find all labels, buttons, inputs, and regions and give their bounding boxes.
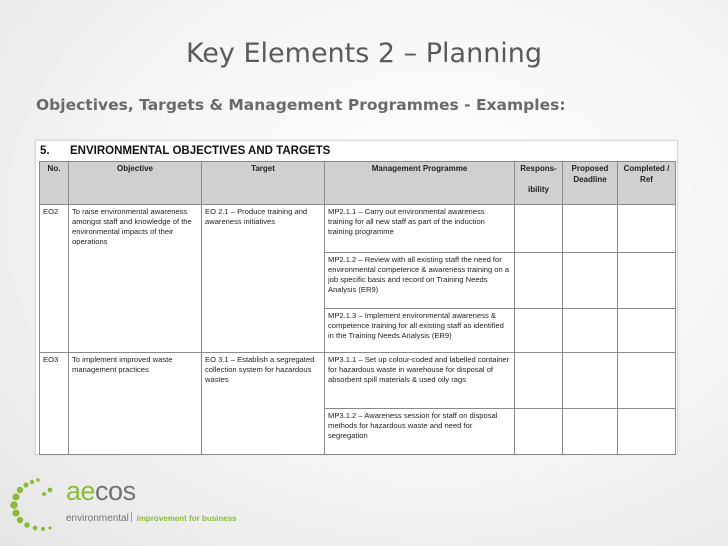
cell-completed: [618, 205, 676, 253]
cell-completed: [618, 309, 676, 353]
logo-divider: [131, 512, 132, 522]
cell-deadline: [563, 205, 618, 253]
cell-deadline: [563, 409, 618, 455]
logo-wordmark: [66, 476, 136, 507]
logo-wordmark-accent: ae: [66, 476, 96, 506]
logo-wordmark-rest: cos: [95, 476, 136, 506]
slide-title: Key Elements 2 – Planning: [185, 38, 543, 69]
cell-programme: MP3.1.2 – Awareness session for staff on disposal methods for hazardous waste and need for segregation: [325, 409, 515, 455]
section-heading: [40, 145, 330, 157]
cell-target: EO 2.1 – Produce training and awareness initiatives: [202, 205, 325, 353]
cell-deadline: [563, 309, 618, 353]
cell-objective: To raise environmental awareness amongst staff and knowledge of the environmental impacts of their operations: [69, 205, 202, 353]
cell-programme: MP3.1.1 – Set up colour-coded and labelled container for hazardous waste in warehouse for disposal of absorbent spill materials & used oily rags: [325, 353, 515, 409]
header-completed: Completed / Ref: [618, 162, 676, 205]
cell-deadline: [563, 253, 618, 309]
cell-programme: MP2.1.3 – Implement environmental awareness & competence training for all existing staff as identified in the Training Needs Analysis (ER9): [325, 309, 515, 353]
section-title: ENVIRONMENTAL OBJECTIVES AND TARGETS: [70, 145, 331, 157]
objectives-table: [39, 161, 676, 455]
slide-subtitle: Objectives, Targets & Management Programmes - Examples:: [36, 96, 566, 114]
cell-responsibility: [515, 353, 563, 409]
cell-objective: To implement improved waste management practices: [69, 353, 202, 455]
logo-dot-arc-icon: [10, 472, 70, 534]
header-target: Target: [202, 162, 325, 205]
document-scan: [35, 140, 678, 455]
cell-completed: [618, 253, 676, 309]
cell-responsibility: [515, 309, 563, 353]
header-objective: Objective: [69, 162, 202, 205]
table-row: [40, 205, 676, 253]
cell-responsibility: [515, 253, 563, 309]
cell-target: EO 3.1 – Establish a segregated collection system for hazardous wastes: [202, 353, 325, 455]
table-header-row: [40, 162, 676, 205]
header-no: No.: [40, 162, 69, 205]
cell-responsibility: [515, 409, 563, 455]
cell-programme: MP2.1.1 – Carry out environmental awareness training for all new staff as part of the induction training programme: [325, 205, 515, 253]
table-row: [40, 353, 676, 409]
cell-no: EO3: [40, 353, 69, 455]
logo-tagline: improvement for business: [136, 514, 237, 523]
header-deadline: Proposed Deadline: [563, 162, 618, 205]
logo-subline: [66, 512, 237, 524]
section-number: 5.: [40, 145, 50, 157]
cell-completed: [618, 353, 676, 409]
cell-programme: MP2.1.2 – Review with all existing staff the need for environmental competence & awareness training on a job specific basis and record on Training Needs Analysis (ER9): [325, 253, 515, 309]
header-programme: Management Programme: [325, 162, 515, 205]
logo-sub-text: environmental: [66, 513, 129, 524]
header-responsibility: Respons- ibility: [515, 162, 563, 205]
cell-completed: [618, 409, 676, 455]
cell-no: EO2: [40, 205, 69, 353]
aecos-logo: [10, 472, 240, 534]
cell-responsibility: [515, 205, 563, 253]
cell-deadline: [563, 353, 618, 409]
